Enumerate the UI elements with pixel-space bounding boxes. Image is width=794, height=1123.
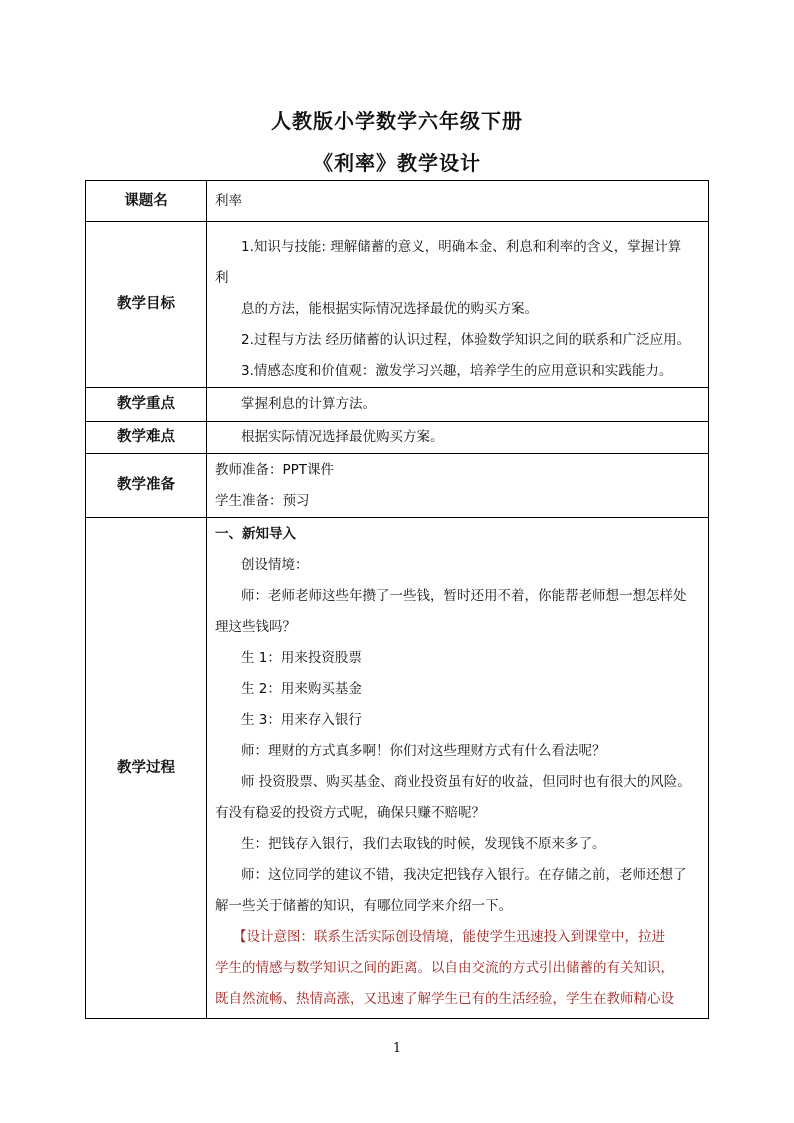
row-key-point [86,388,709,422]
objective-line: 3.情感态度和价值观：激发学习兴趣，培养学生的应用意识和实践能力。 [241,363,673,379]
topic-text: 利率 [215,192,242,209]
process-line: 生 2：用来购买基金 [241,681,362,697]
value-difficulty [207,422,709,454]
process-line: 生：把钱存入银行，我们去取钱的时候，发现钱不原来多了。 [241,836,606,852]
row-difficulty [86,422,709,454]
row-process [86,518,709,1019]
design-intent-line: 学生的情感与数学知识之间的距离。以自由交流的方式引出储蓄的有关知识， [215,960,674,976]
document-subtitle: 《利率》教学设计 [313,151,481,175]
preparation-line: 教师准备：PPT课件 [215,461,335,478]
label-key-point: 教学重点 [86,388,207,422]
process-line: 生 3：用来存入银行 [241,712,362,728]
difficulty-text: 根据实际情况选择最优购买方案。 [241,429,444,445]
design-intent-line: 【设计意图：联系生活实际创设情境，能使学生迅速投入到课堂中，拉进 [233,929,665,945]
process-line: 师：这位同学的建议不错，我决定把钱存入银行。在存储之前，老师还想了 [241,867,687,883]
page-number: 1 [392,1041,402,1056]
key-point-text: 掌握利息的计算方法。 [241,396,376,412]
document-title: 人教版小学数学六年级下册 [271,109,523,133]
row-objectives [86,222,709,388]
design-intent-line: 既自然流畅、热情高涨，又迅速了解学生已有的生活经验，学生在教师精心设 [215,991,674,1007]
process-heading: 一、新知导入 [215,526,296,542]
process-line: 解一些关于储蓄的知识，有哪位同学来介绍一下。 [215,898,512,914]
lesson-plan-table [85,180,709,1019]
label-process: 教学过程 [86,518,207,1019]
process-line: 师：老师老师这些年攒了一些钱，暂时还用不着，你能帮老师想一想怎样处 [241,588,687,604]
row-preparation [86,454,709,518]
process-line: 理这些钱吗？ [215,619,296,635]
label-preparation: 教学准备 [86,454,207,518]
preparation-line: 学生准备：预习 [215,492,310,509]
value-preparation [207,454,709,518]
objective-line: 利 [215,270,229,286]
process-line: 有没有稳妥的投资方式呢，确保只赚不赔呢？ [215,805,485,821]
process-line: 生 1：用来投资股票 [241,650,362,666]
objective-line: 2.过程与方法 经历储蓄的认识过程，体验数学知识之间的联系和广泛应用。 [241,332,691,348]
process-line: 师：理财的方式真多啊！你们对这些理财方式有什么看法呢？ [241,743,606,759]
row-topic [86,181,709,222]
label-difficulty: 教学难点 [86,422,207,454]
label-objectives: 教学目标 [86,222,207,388]
process-line: 创设情境： [241,557,309,573]
value-process [207,518,709,1019]
value-key-point [207,388,709,422]
value-topic [207,181,709,222]
objective-line: 息的方法，能根据实际情况选择最优的购买方案。 [241,301,538,317]
label-topic: 课题名 [86,181,207,222]
process-line: 师 投资股票、购买基金、商业投资虽有好的收益，但同时也有很大的风险。 [241,774,691,790]
objective-line: 1.知识与技能: 理解储蓄的意义，明确本金、利息和利率的含义，掌握计算 [241,239,682,255]
value-objectives [207,222,709,388]
